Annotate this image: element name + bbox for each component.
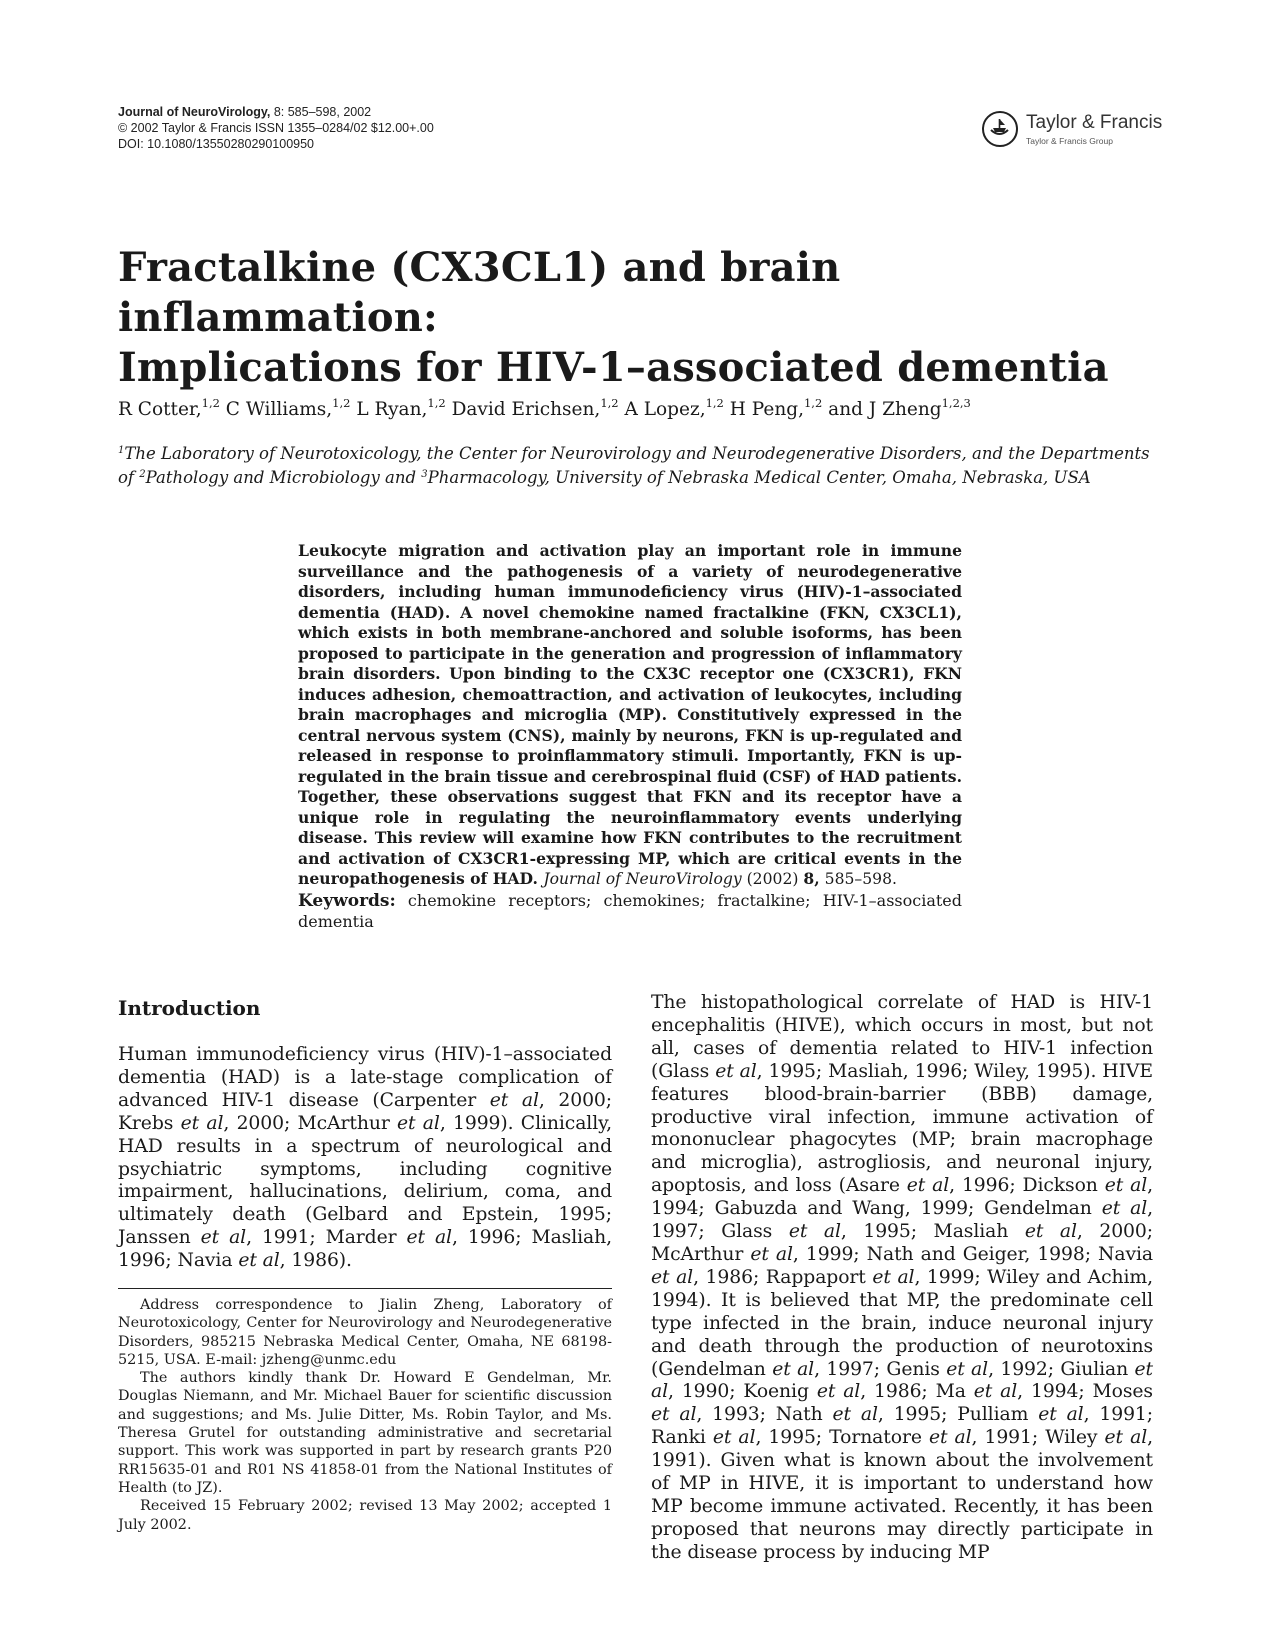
abstract-citation xyxy=(543,870,897,888)
body-citation-italic: et al xyxy=(788,1221,841,1243)
footnote-received-dates: Received 15 February 2002; revised 13 May 2002; accepted 1 July 2002. xyxy=(118,1498,612,1533)
author-affiliation-marker: 1,2 xyxy=(803,396,823,410)
copyright-line: © 2002 Taylor & Francis ISSN 1355–0284/02 $12.00+.00 xyxy=(118,121,434,135)
affiliation-text-3: Pharmacology, University of Nebraska Medical Center, Omaha, Nebraska, USA xyxy=(427,468,1091,487)
journal-citation-line xyxy=(118,104,434,120)
citation-volume: 8, xyxy=(803,869,820,888)
right-column xyxy=(651,992,1153,1565)
affiliation-marker-2: 2 xyxy=(139,469,146,480)
journal-name: Journal of NeuroVirology, xyxy=(118,105,271,119)
body-citation-italic: et al xyxy=(772,1358,815,1380)
body-paragraph: The histopathological correlate of HAD is HIV-1 encephalitis (HIVE), which occurs in most, but not all, cases of dementia related to HIV-1 infection (Glass et al, 1995; Masliah, 1996; Wiley, 1995). HIVE features blood-brain-barrier (BBB) damage, productive viral infection, immune activation of mononuclear phagocytes (MP; brain macrophage and microglia), astrogliosis, and neuronal injury, apoptosis, and loss (Asare et al, 1996; Dickson et al, 1994; Gabuzda and Wang, 1999; Gendelman et al, 1997; Glass et al, 1995; Masliah et al, 2000; McArthur et al, 1999; Nath and Geiger, 1998; Navia et al, 1986; Rappaport et al, 1999; Wiley and Achim, 1994). It is believed that MP, the predominate cell type infected in the brain, induce neuronal injury and death through the production of neurotoxins (Gendelman et al, 1997; Genis et al, 1992; Giulian et al, 1990; Koenig et al, 1986; Ma et al, 1994; Moses et al, 1993; Nath et al, 1995; Pulliam et al, 1991; Ranki et al, 1995; Tornatore et al, 1991; Wiley et al, 1991). Given what is known about the involvement of MP in HIVE, it is important to understand how MP become immune activated. Recently, it has been proposed that neurons may directly participate in the disease process by inducing MP xyxy=(651,992,1154,1563)
body-citation-italic: et al xyxy=(1101,1198,1148,1220)
body-citation-italic: et al xyxy=(750,1243,793,1265)
abstract xyxy=(298,541,962,890)
body-citation-italic: et al xyxy=(1104,1427,1148,1449)
affiliation-text-2: Pathology and Microbiology and xyxy=(145,468,422,487)
body-citation-italic: et al xyxy=(973,1381,1018,1403)
keywords-label: Keywords: xyxy=(298,891,396,911)
footnotes xyxy=(118,1296,612,1534)
left-column xyxy=(118,995,612,1273)
body-citation-italic: et al xyxy=(1104,1175,1148,1197)
keywords-text: chemokine receptors; chemokines; fractalkine; HIV-1–associated dementia xyxy=(298,891,962,931)
footnote-divider xyxy=(118,1288,612,1289)
author-affiliation-marker: 1,2 xyxy=(600,396,619,410)
journal-issue: 8: 585–598, 2002 xyxy=(270,105,372,119)
author-affiliation-marker: 1,2 xyxy=(201,396,220,410)
body-citation-italic: et al xyxy=(651,1358,1153,1403)
author-name: and J Zheng xyxy=(822,399,942,420)
publisher-name: Taylor & Francis xyxy=(1026,112,1163,133)
title-line-1: Fractalkine (CX3CL1) and brain inflammation: xyxy=(118,244,841,341)
citation-year: (2002) xyxy=(741,870,804,888)
body-citation-italic: et al xyxy=(872,1266,915,1288)
author-affiliation-marker: 1,2 xyxy=(705,396,724,410)
article-title xyxy=(118,243,1158,393)
citation-pages: 585–598. xyxy=(819,870,897,888)
title-line-2: Implications for HIV-1–associated dementia xyxy=(118,344,1109,391)
introduction-citation-italic: et al xyxy=(406,1227,452,1249)
body-citation-italic: et al xyxy=(651,1404,697,1426)
body-citation-italic: et al xyxy=(712,1427,756,1449)
doi-line: DOI: 10.1080/13550280290100950 xyxy=(118,137,315,151)
body-citation-italic: et al xyxy=(1038,1404,1084,1426)
footnote-acknowledgments: The authors kindly thank Dr. Howard E Gendelman, Mr. Douglas Niemann, and Mr. Michael Bauer for scientific discussion and suggestions; and Ms. Julie Ditter, Ms. Robin Taylor, and Ms. Theresa Grutel for outstanding administrative and secretarial support. This work was supported in part by research grants P20 RR15635-01 and R01 NS 41858-01 from the National Institutes of Health (to JZ). xyxy=(118,1370,612,1496)
introduction-citation-italic: et al xyxy=(238,1250,280,1272)
affiliation-marker-1: 1 xyxy=(118,445,125,456)
author-list xyxy=(118,396,971,420)
author-name: H Peng, xyxy=(723,399,804,420)
section-heading-introduction: Introduction xyxy=(118,996,261,1020)
author-name: A Lopez, xyxy=(618,399,706,420)
publisher-emblem-icon xyxy=(982,111,1018,147)
body-citation-italic: et al xyxy=(715,1060,757,1082)
journal-header xyxy=(118,104,434,152)
body-citation-italic: et al xyxy=(816,1381,861,1403)
introduction-citation-italic: et al xyxy=(489,1089,539,1111)
keywords xyxy=(298,891,962,932)
author-name: L Ryan, xyxy=(350,399,428,420)
citation-journal: Journal of NeuroVirology xyxy=(543,870,742,888)
body-citation-italic: et al xyxy=(651,1266,694,1288)
author-name: R Cotter, xyxy=(118,399,202,420)
author-name: C Williams, xyxy=(219,399,333,420)
body-citation-italic: et al xyxy=(832,1404,878,1426)
introduction-citation-italic: et al xyxy=(180,1112,224,1134)
publisher-subtitle: Taylor & Francis Group xyxy=(1026,136,1113,146)
body-citation-italic: et al xyxy=(906,1175,950,1197)
author-affiliation-marker: 1,2 xyxy=(427,396,446,410)
author-affiliation-marker: 1,2,3 xyxy=(941,396,971,410)
body-citation-italic: et al xyxy=(928,1427,972,1449)
body-citation-italic: et al xyxy=(946,1358,989,1380)
body-citation-italic: et al xyxy=(1024,1221,1077,1243)
affiliation-text-1: The Laboratory of Neurotoxicology, the Center for Neurovirology and Neurodegenerative Disorders, and the Departments of xyxy=(118,444,1150,487)
introduction-paragraph: Human immunodeficiency virus (HIV)-1–associated dementia (HAD) is a late-stage complication of advanced HIV-1 disease (Carpenter et al, 2000; Krebs et al, 2000; McArthur et al, 1999). Clinically, HAD results in a spectrum of neurological and psychiatric symptoms, including cognitive impairment, hallucinations, delirium, coma, and ultimately death (Gelbard and Epstein, 1995; Janssen et al, 1991; Marder et al, 1996; Masliah, 1996; Navia et al, 1986). xyxy=(118,1044,612,1272)
affiliation xyxy=(118,440,1158,488)
author-name: David Erichsen, xyxy=(445,399,601,420)
introduction-citation-italic: et al xyxy=(200,1227,247,1249)
footnote-correspondence: Address correspondence to Jialin Zheng, Laboratory of Neurotoxicology, Center for Neurovirology and Neurodegenerative Disorders, 985215 Nebraska Medical Center, Omaha, NE 68198-5215, USA. E-mail: jzheng@unmc.edu xyxy=(118,1297,612,1368)
author-affiliation-marker: 1,2 xyxy=(332,396,351,410)
introduction-citation-italic: et al xyxy=(397,1112,440,1134)
affiliation-marker-3: 3 xyxy=(421,469,428,480)
publisher-logo xyxy=(982,111,1163,155)
abstract-text: Leukocyte migration and activation play an important role in immune surveillance and the pathogenesis of a variety of neurodegenerative disorders, including human immunodeficiency virus (HIV)-1–associated dementia (HAD). A novel chemokine named fractalkine (FKN, CX3CL1), which exists in both membrane-anchored and soluble isoforms, has been proposed to participate in the generation and progression of inflammatory brain disorders. Upon binding to the CX3C receptor one (CX3CR1), FKN induces adhesion, chemoattraction, and activation of leukocytes, including brain macrophages and microglia (MP). Constitutively expressed in the central nervous system (CNS), mainly by neurons, FKN is up-regulated and released in response to proinflammatory stimuli. Importantly, FKN is up-regulated in the brain tissue and cerebrospinal fluid (CSF) of HAD patients. Together, these observations suggest that FKN and its receptor have a unique role in regulating the neuroinflammatory events underlying disease. This review will examine how FKN contributes to the recruitment and activation of CX3CR1-expressing MP, which are critical events in the neuropathogenesis of HAD. xyxy=(298,541,962,888)
